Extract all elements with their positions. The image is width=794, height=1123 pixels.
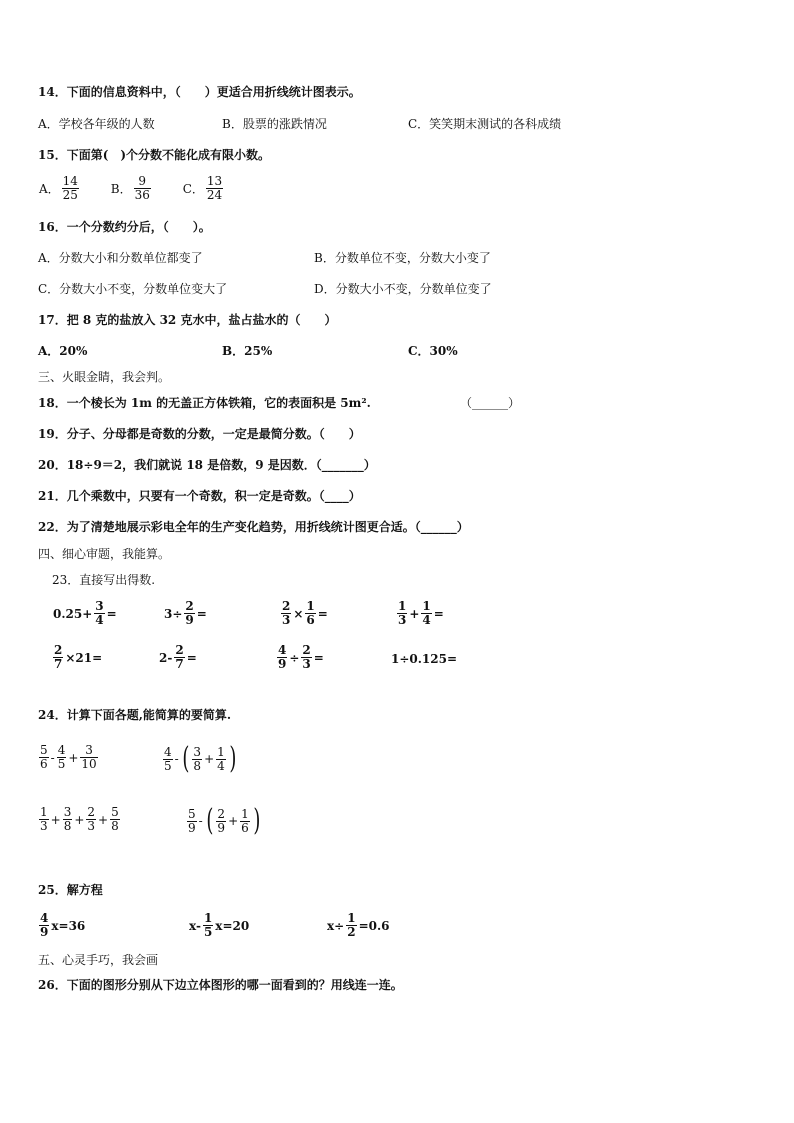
q24-problem-1: $\frac{5}{6}$ - $\frac{4}{5}$ + $\frac{3}{10}$: [40, 743, 97, 771]
q14-option-b: B．股票的涨跌情况: [222, 117, 327, 131]
q18-answer-blank[interactable]: （______）: [460, 396, 521, 410]
q16-option-d: D．分数大小不变，分数单位变了: [314, 282, 492, 296]
q23-expr-1: 0.25+ $\frac{3}{4}$ =: [53, 599, 117, 627]
q23-expr-4: $\frac{1}{3}$ + $\frac{1}{4}$ =: [398, 599, 444, 627]
q24-stem: 24．计算下面各题,能简算的要简算.: [38, 708, 232, 722]
q25-stem: 25．解方程: [38, 883, 103, 897]
q15-a-fraction: $\frac{14}{25}$: [62, 174, 78, 202]
q16-option-c: C．分数大小不变，分数单位变大了: [38, 282, 228, 296]
q22-stem: 22．为了清楚地展示彩电全年的生产变化趋势，用折线统计图更合适。（______）: [38, 520, 469, 534]
q21-stem: 21．几个乘数中，只要有一个奇数，积一定是奇数。（____）: [38, 489, 361, 503]
q23-stem: 23．直接写出得数.: [52, 573, 156, 587]
q14-stem: 14．下面的信息资料中，（ ）更适合用折线统计图表示。: [38, 85, 361, 99]
section-3-heading: 三、火眼金睛，我会判。: [38, 370, 171, 384]
q16-option-b: B．分数单位不变，分数大小变了: [314, 251, 491, 265]
q26-stem: 26．下面的图形分别从下边立体图形的哪一面看到的？用线连一连。: [38, 978, 403, 992]
q23-expr-8: 1÷0.125=: [391, 652, 458, 666]
q15-stem: 15．下面第( )个分数不能化成有限小数。: [38, 148, 271, 162]
q17-option-c: C．30%: [408, 344, 458, 358]
q17-option-a: A．20%: [38, 344, 88, 358]
q23-expr-7: $\frac{4}{9}$ ÷ $\frac{2}{3}$ =: [278, 643, 324, 671]
q18-stem: 18．一个棱长为 1m 的无盖正方体铁箱，它的表面积是 5m².: [38, 396, 371, 410]
q23-expr-6: 2- $\frac{2}{7}$ =: [159, 643, 197, 671]
q15-b-label: B．: [110, 181, 132, 196]
q16-stem: 16．一个分数约分后，（ ）。: [38, 220, 211, 234]
q15-b-fraction: $\frac{9}{36}$: [134, 174, 150, 202]
q25-equation-3: x÷ $\frac{1}{2}$ =0.6: [327, 911, 390, 939]
q24-problem-2: $\frac{4}{5}$ - ( $\frac{3}{8}$ + $\frac{1}{4}$ ): [164, 741, 237, 776]
section-5-heading: 五、心灵手巧，我会画: [38, 953, 159, 967]
q20-stem: 20．18÷9＝2，我们就说 18 是倍数，9 是因数．（_______）: [38, 458, 376, 472]
q25-equation-1: $\frac{4}{9}$ x=36: [40, 911, 86, 939]
q23-expr-5: $\frac{2}{7}$ ×21=: [54, 643, 103, 671]
q23-expr-2: 3÷ $\frac{2}{9}$ =: [164, 599, 207, 627]
q15-c-fraction: $\frac{13}{24}$: [206, 174, 223, 202]
q16-option-a: A．分数大小和分数单位都变了: [38, 251, 203, 265]
q25-equation-2: x- $\frac{1}{5}$ x=20: [189, 911, 250, 939]
q24-problem-3: $\frac{1}{3}$ + $\frac{3}{8}$ + $\frac{2}{3}$ + $\frac{5}{8}$: [40, 805, 119, 833]
q23-expr-3: $\frac{2}{3}$ × $\frac{1}{6}$ =: [282, 599, 328, 627]
q17-option-b: B．25%: [222, 344, 273, 358]
section-4-heading: 四、细心审题，我能算。: [38, 547, 171, 561]
q17-stem: 17．把 8 克的盐放入 32 克水中，盐占盐水的（ ）: [38, 313, 337, 327]
q14-option-c: C．笑笑期末测试的各科成绩: [408, 117, 562, 131]
q24-problem-4: $\frac{5}{9}$ - ( $\frac{2}{9}$ + $\frac{1}{6}$ ): [188, 803, 261, 838]
q19-stem: 19．分子、分母都是奇数的分数，一定是最简分数。（ ）: [38, 427, 361, 441]
q15-c-label: C．: [182, 181, 204, 196]
q15-options: [38, 175, 224, 202]
q14-option-a: A．学校各年级的人数: [38, 117, 155, 131]
q15-a-label: A．: [39, 181, 60, 196]
